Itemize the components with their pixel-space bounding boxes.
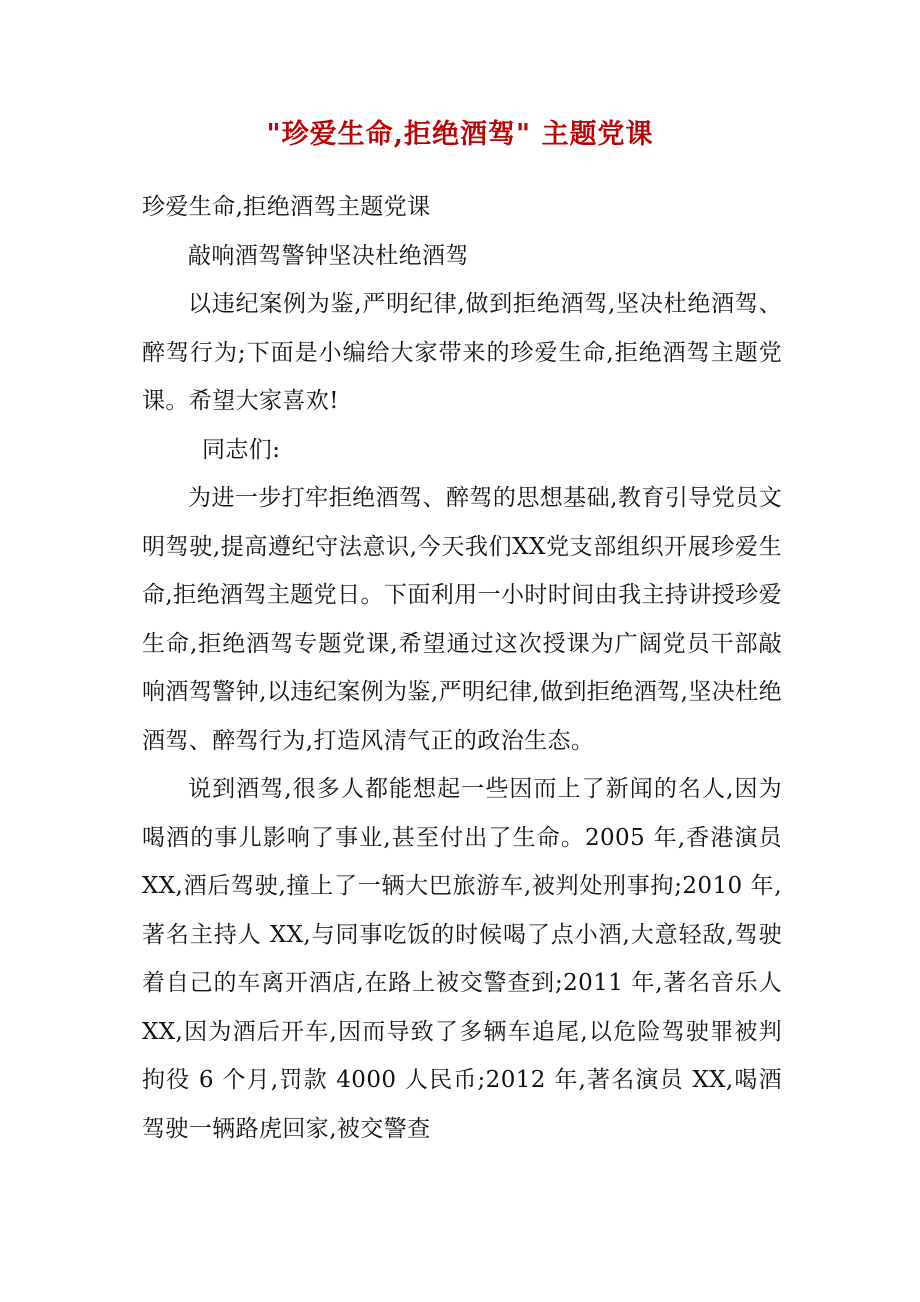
subtitle-line: 珍爱生命,拒绝酒驾主题党课 [142, 194, 431, 220]
body-paragraph-1: 为进一步打牢拒绝酒驾、醉驾的思想基础,教育引导党员文明驾驶,提高遵纪守法意识,今天我们XX党支部组织开展珍爱生命,拒绝酒驾主题党日。下面利用一小时时间由我主持讲授珍爱生命,拒绝酒驾专题党课,希望通过这次授课为广阔党员干部敲响酒驾警钟,以违纪案例为鉴,严明纪律,做到拒绝酒驾,坚决杜绝酒驾、醉驾行为,打造风清气正的政治生态。 [142, 485, 782, 754]
heading-line: 敲响酒驾警钟坚决杜绝酒驾 [188, 242, 469, 269]
intro-paragraph: 以违纪案例为鉴,严明纪律,做到拒绝酒驾,坚决杜绝酒驾、醉驾行为;下面是小编给大家带来的珍爱生命,拒绝酒驾主题党课。希望大家喜欢! [142, 291, 782, 414]
document-body [142, 183, 782, 1153]
greeting-line: 同志们: [202, 436, 281, 463]
document-title: "珍爱生命,拒绝酒驾" 主题党课 [266, 119, 654, 150]
body-paragraph-2: 说到酒驾,很多人都能想起一些因而上了新闻的名人,因为喝酒的事儿影响了事业,甚至付出了生命。2005 年,香港演员 XX,酒后驾驶,撞上了一辆大巴旅游车,被判处刑事拘;2010 年,著名主持人 XX,与同事吃饭的时候喝了点小酒,大意轻敌,驾驶着自己的车离开酒店,在路上被交警查到;2011 年,著名音乐人 XX,因为酒后开车,因而导致了多辆车追尾,以危险驾驶罪被判拘役 6 个月,罚款 4000 人民币;2012 年,著名演员 XX,喝酒驾驶一辆路虎回家,被交警查 [142, 776, 782, 1142]
